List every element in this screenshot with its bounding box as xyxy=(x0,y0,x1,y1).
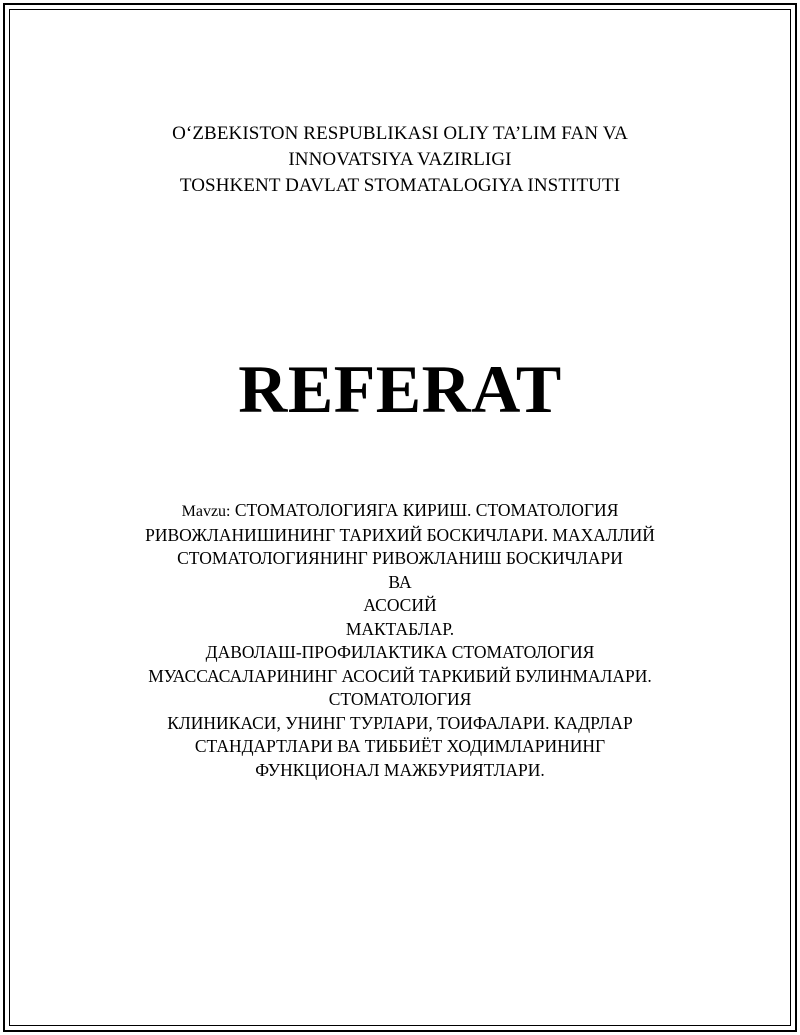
topic-line: ДАВОЛАШ-ПРОФИЛАКТИКА СТОМАТОЛОГИЯ xyxy=(205,642,595,662)
topic-line: АСОСИЙ xyxy=(363,595,437,615)
topic-line: СТОМАТОЛОГИЯНИНГ РИВОЖЛАНИШ БОСКИЧЛАРИ xyxy=(177,548,623,568)
topic-line: СТОМАТОЛОГИЯ xyxy=(328,689,472,709)
document-title: REFERAT xyxy=(238,351,562,427)
topic-line: СТАНДАРТЛАРИ ВА ТИББИЁТ ХОДИМЛАРИНИНГ xyxy=(194,736,606,756)
topic-block xyxy=(0,499,800,782)
topic-line: КЛИНИКАСИ, УНИНГ ТУРЛАРИ, ТОИФАЛАРИ. КАДРЛАР xyxy=(167,712,633,733)
topic-line: МУАССАСАЛАРИНИНГ АСОСИЙ ТАРКИБИЙ БУЛИНМАЛАРИ. xyxy=(148,665,652,686)
topic-line: МАКТАБЛАР. xyxy=(345,618,455,639)
topic-prefix: Mavzu: xyxy=(181,503,231,520)
header-line-institute: TOSHKENT DAVLAT STOMATALOGIYA INSTITUTI xyxy=(179,175,621,196)
header-line-ministry: O‘ZBEKISTON RESPUBLIKASI OLIY TA’LIM FAN VA xyxy=(172,123,628,144)
topic-first-text: СТОМАТОЛОГИЯГА КИРИШ. СТОМАТОЛОГИЯ xyxy=(234,500,619,520)
topic-first-line xyxy=(0,499,800,524)
header-line-ministry-cont: INNOVATSIYA VAZIRLIGI xyxy=(288,149,512,170)
topic-line: ФУНКЦИОНАЛ МАЖБУРИЯТЛАРИ. xyxy=(255,759,545,780)
topic-line: РИВОЖЛАНИШИНИНГ ТАРИХИЙ БОСКИЧЛАРИ. МАХАЛЛИЙ xyxy=(145,524,655,545)
institution-header xyxy=(0,121,800,199)
topic-line: ВА xyxy=(388,571,412,592)
